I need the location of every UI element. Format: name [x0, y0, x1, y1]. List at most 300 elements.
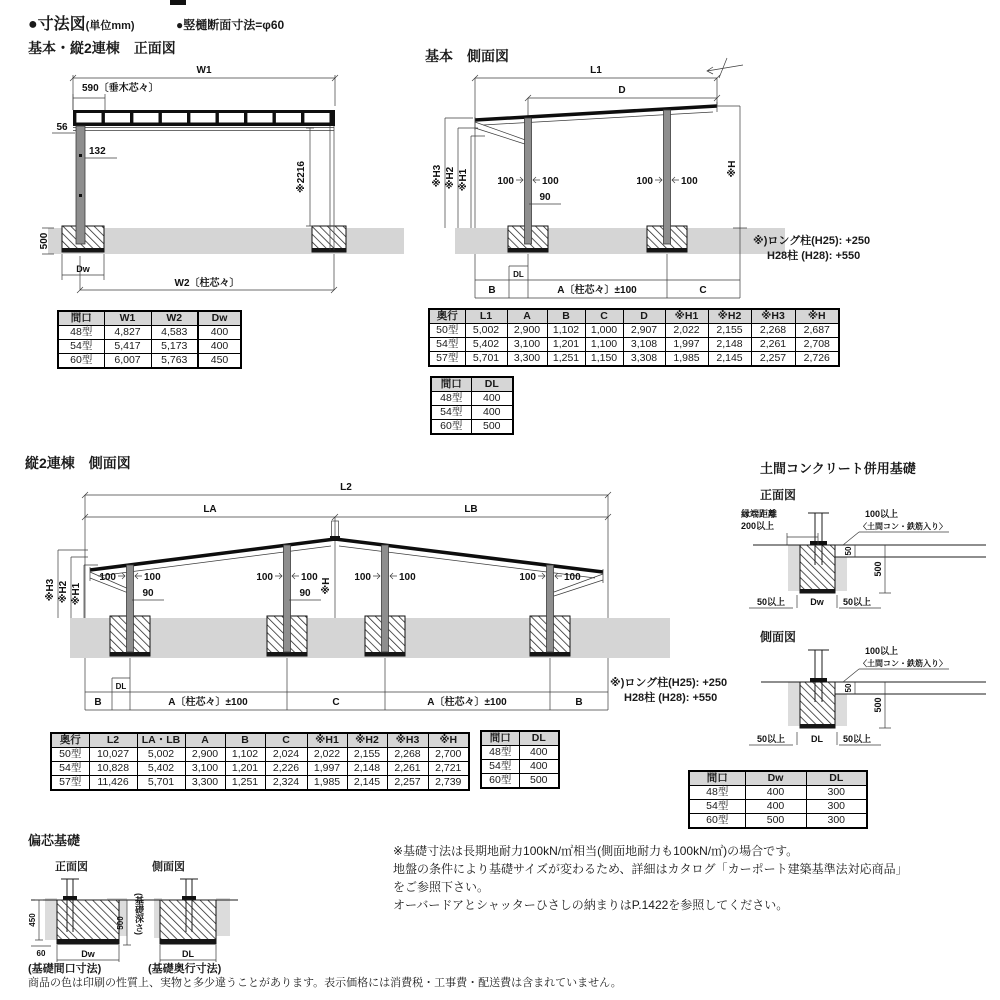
table-cell: 2,022: [665, 324, 708, 338]
table-cell: 400: [519, 746, 559, 760]
side-view-title: 基本 側面図: [425, 48, 509, 64]
h-label: ※H: [727, 160, 738, 178]
rafter-pitch-dimension: [73, 81, 159, 110]
table-header-row: [51, 733, 469, 748]
table-depth-dimensions-dual: [50, 732, 470, 791]
table-cell: 3,300: [185, 776, 225, 791]
l1-label: L1: [590, 65, 602, 76]
foundation: [160, 900, 216, 944]
table-row: [481, 760, 559, 774]
column-header: DL: [806, 771, 867, 786]
a-label: A〔柱芯々〕±100: [557, 285, 637, 296]
table-cell: 10,828: [89, 762, 137, 776]
slab-thickness-dimension: [844, 545, 855, 557]
column-header: Dw: [745, 771, 806, 786]
long-column-note-line1: ※)ロング柱(H25): +250: [610, 677, 728, 689]
table-cell: 5,417: [104, 340, 151, 354]
column-header: A: [185, 733, 225, 748]
table-cell: 500: [471, 420, 513, 435]
dim-90-column-2: [289, 588, 321, 600]
column-3: [382, 545, 389, 652]
downpipe-note: ●竪樋断面寸法=φ60: [176, 18, 285, 32]
column-bolt: [79, 194, 82, 197]
h1-label: ※H1: [458, 168, 469, 192]
ground: [455, 228, 785, 254]
dim-100-label: 100: [301, 572, 318, 583]
table-row: [689, 800, 867, 814]
dim-90-label: 90: [299, 588, 311, 599]
table-cell: 2,700: [428, 748, 469, 762]
table-cell: 48型: [58, 326, 104, 340]
table-cell: 1,102: [225, 748, 265, 762]
lb-label: LB: [464, 504, 478, 515]
h-dimension: [717, 106, 747, 228]
table-row: [429, 324, 839, 338]
foundation-notes: [393, 842, 908, 914]
table-foundation-dw-dl: [688, 770, 868, 829]
column-4: [547, 565, 554, 652]
dual-view-title: 縦2連棟 側面図: [25, 455, 131, 471]
long-column-note-line2: H28柱 (H28): +550: [767, 250, 861, 262]
table-cell: 400: [471, 406, 513, 420]
h2-label: ※H2: [58, 580, 69, 604]
long-column-note-2: [610, 676, 727, 706]
edge-distance-min-label: 200以上: [741, 521, 775, 531]
table-cell: 5,173: [151, 340, 198, 354]
table-cell: 500: [745, 814, 806, 829]
column-header: ※H3: [751, 309, 795, 324]
gable-roof: [90, 521, 603, 596]
slab-spec-label: [843, 508, 949, 545]
dim-450: [28, 900, 43, 940]
edge-distance-dimension: [741, 508, 818, 545]
table-cell: 5,002: [465, 324, 507, 338]
table-cell: 2,145: [708, 352, 751, 367]
dw-label: Dw: [810, 597, 824, 607]
table-cell: 450: [198, 354, 241, 369]
table-cell: 5,701: [465, 352, 507, 367]
table-cell: 2,268: [751, 324, 795, 338]
table-cell: 5,701: [137, 776, 185, 791]
table-cell: 2,145: [347, 776, 387, 791]
table-cell: 57型: [51, 776, 89, 791]
doma-side-label: 側面図: [760, 630, 797, 644]
dim-100-label: 100: [256, 572, 273, 583]
table-cell: 2,726: [795, 352, 839, 367]
edge-distance-label: 縁端距離: [741, 509, 778, 519]
table-cell: 5,402: [465, 338, 507, 352]
front-column: [525, 118, 532, 244]
table-cell: 60型: [481, 774, 519, 789]
table-cell: 54型: [58, 340, 104, 354]
slope-symbol: [707, 58, 743, 78]
soil-margin: [835, 694, 847, 726]
h2-label: ※H2: [445, 166, 456, 190]
henshin-side-label: 側面図: [152, 861, 185, 873]
page-title-text: ●寸法図: [28, 16, 86, 33]
table-cell: 1,102: [547, 324, 585, 338]
note-line: オーバードアとシャッターひさしの納まりはP.1422を参照してください。: [393, 898, 789, 912]
table-cell: 2,257: [387, 776, 428, 791]
page-footer: 商品の色は印刷の性質上、実物と多少違うことがあります。表示価格には消費税・工事費・配送費は含まれていません。: [28, 977, 622, 989]
table-cell: 57型: [429, 352, 465, 367]
h-label: ※H: [321, 577, 332, 595]
column-header: ※H: [795, 309, 839, 324]
table-header-row: [689, 771, 867, 786]
column-width-dimension: [85, 146, 117, 158]
dim-132-label: 132: [89, 146, 106, 157]
soil-margin: [216, 898, 230, 936]
dim-100-label: 100: [681, 176, 698, 187]
c-label: C: [699, 285, 707, 296]
long-column-note-line2: H28柱 (H28): +550: [624, 692, 718, 704]
note-line: をご参照下さい。: [393, 880, 490, 894]
table-cell: 500: [519, 774, 559, 789]
dw-label: Dw: [81, 949, 95, 959]
table-row: [51, 748, 469, 762]
w2-label: W2〔柱芯々〕: [174, 278, 240, 289]
table-cell: 400: [198, 340, 241, 354]
min-50-label: 50以上: [842, 597, 872, 607]
doma-front-label: 正面図: [760, 488, 797, 502]
table-cell: 2,687: [795, 324, 839, 338]
dl-label: DL: [182, 949, 194, 959]
front-view-diagram: [38, 54, 418, 307]
table-cell: 2,155: [708, 324, 751, 338]
h1-dimension: [457, 136, 485, 228]
table-cell: 400: [471, 392, 513, 406]
table-cell: 2,907: [623, 324, 665, 338]
table-row: [58, 326, 241, 340]
table-header-row: [481, 731, 559, 746]
table-header-row: [431, 377, 513, 392]
h-dimension: [320, 541, 335, 618]
unit-label: (単位mm): [85, 20, 135, 32]
table-row: [51, 762, 469, 776]
column-2: [284, 545, 291, 652]
column-header: ※H: [428, 733, 469, 748]
rear-column: [664, 110, 671, 244]
table-cell: 2,900: [185, 748, 225, 762]
table-depth-dimensions-basic: [428, 308, 840, 367]
table-cell: 1,201: [547, 338, 585, 352]
note-line: ※基礎寸法は長期地耐力100kN/㎡相当(側面地耐力も100kN/㎡)の場合です。: [393, 844, 799, 858]
column-header: C: [585, 309, 623, 324]
beam-height-dimension: [52, 122, 75, 133]
table-row: [429, 338, 839, 352]
roof-beam: [73, 110, 335, 131]
table-cell: 6,007: [104, 354, 151, 369]
min-50-label: 50以上: [842, 734, 872, 744]
column-header: B: [225, 733, 265, 748]
dim-100-label: 100: [354, 572, 371, 583]
h1-dimension: [70, 565, 98, 618]
dim-60-label: 60: [36, 949, 46, 958]
table-cell: 54型: [51, 762, 89, 776]
table-cell: 48型: [689, 786, 745, 800]
dim-100-label: 100: [144, 572, 161, 583]
table-cell: 1,251: [225, 776, 265, 791]
column-header: 間口: [431, 377, 471, 392]
table-row: [431, 392, 513, 406]
w2-dimension: [77, 254, 337, 293]
roof: [475, 102, 717, 146]
table-frontage-dl-2: [480, 730, 560, 789]
table-row: [58, 354, 241, 369]
dual-view-diagram: [28, 464, 688, 744]
l2-dimension: [82, 482, 611, 710]
w1-label: W1: [196, 65, 212, 76]
h1-label: ※H1: [71, 582, 82, 606]
a-label: A〔柱芯々〕±100: [168, 697, 248, 708]
bottom-dimensions: [749, 732, 881, 745]
column-header: ※H1: [307, 733, 347, 748]
dim-2216-label: ※2216: [296, 161, 307, 193]
dim-100-label: 100: [564, 572, 581, 583]
table-cell: 4,827: [104, 326, 151, 340]
table-cell: 50型: [51, 748, 89, 762]
a-label: A〔柱芯々〕±100: [427, 697, 507, 708]
dl-label: DL: [513, 270, 524, 279]
henshin-front-label: 正面図: [55, 861, 88, 873]
table-cell: 2,226: [265, 762, 307, 776]
column-header: Dw: [198, 311, 241, 326]
front-view-title: 基本・縦2連棟 正面図: [28, 40, 176, 56]
column-header: ※H2: [708, 309, 751, 324]
doma-side-diagram: [733, 642, 995, 759]
table-cell: 2,257: [751, 352, 795, 367]
foundation-depth-dimension: [873, 545, 891, 593]
table-cell: 3,308: [623, 352, 665, 367]
column-1: [127, 565, 134, 652]
dim-100-label: 100: [99, 572, 116, 583]
table-cell: 400: [519, 760, 559, 774]
table-cell: 400: [745, 800, 806, 814]
table-cell: 1,201: [225, 762, 265, 776]
dw-dimension: [62, 254, 104, 280]
column-header: D: [623, 309, 665, 324]
column-header: 間口: [689, 771, 745, 786]
la-label: LA: [203, 504, 217, 515]
table-cell: 2,268: [387, 748, 428, 762]
column-header: ※H1: [665, 309, 708, 324]
table-cell: 4,583: [151, 326, 198, 340]
dim-60: [31, 946, 51, 958]
right-foundation: [312, 226, 346, 252]
henshin-front-caption: (基礎間口寸法): [28, 963, 102, 975]
table-cell: 300: [806, 800, 867, 814]
ground-slab-lines: [753, 545, 986, 557]
dim-500-label: 500: [116, 916, 125, 930]
d-label: D: [618, 85, 626, 96]
dim-500-label: 500: [873, 561, 883, 577]
table-cell: 1,000: [585, 324, 623, 338]
table-cell: 48型: [431, 392, 471, 406]
column-header: DL: [519, 731, 559, 746]
eave-bracket: [475, 117, 531, 146]
table-cell: 400: [198, 326, 241, 340]
table-cell: 5,763: [151, 354, 198, 369]
column-header: W1: [104, 311, 151, 326]
clearance-dimension: [295, 128, 314, 226]
foundation-depth-label: (基礎深さ): [134, 893, 144, 935]
c-label: C: [332, 697, 340, 708]
soil-margin: [45, 898, 57, 940]
dim-450-label: 450: [28, 913, 37, 927]
doma-front-diagram: [733, 503, 995, 630]
table-cell: 50型: [429, 324, 465, 338]
h3-label: ※H3: [432, 164, 443, 188]
foundation-depth-dimension: [873, 682, 891, 728]
dim-50-label: 50: [844, 683, 853, 693]
dim-100-label: 100: [519, 572, 536, 583]
table-cell: 2,900: [507, 324, 547, 338]
l2-label: L2: [340, 482, 352, 493]
table-header-row: [58, 311, 241, 326]
slab-spec-label: [843, 645, 949, 682]
henshin-side-caption: (基礎奥行寸法): [148, 963, 222, 975]
table-row: [689, 786, 867, 800]
table-row: [689, 814, 867, 829]
table-row: [481, 746, 559, 760]
table-cell: 5,402: [137, 762, 185, 776]
min-50-label: 50以上: [756, 597, 786, 607]
table-cell: 2,148: [347, 762, 387, 776]
dim-90-column-1: [132, 588, 164, 600]
table-cell: 3,100: [185, 762, 225, 776]
long-column-note: [753, 234, 870, 264]
min-50-label: 50以上: [756, 734, 786, 744]
bottom-dimensions: [85, 658, 608, 710]
la-lb-dimensions: [82, 504, 611, 539]
table-row: [431, 420, 513, 435]
soil-margin: [835, 557, 847, 591]
column-header: DL: [471, 377, 513, 392]
table-cell: 2,022: [307, 748, 347, 762]
doma-title: 土間コンクリート併用基礎: [760, 461, 916, 476]
column-header: 奥行: [51, 733, 89, 748]
table-cell: 2,324: [265, 776, 307, 791]
table-row: [51, 776, 469, 791]
table-width-dimensions: [57, 310, 242, 369]
column-header: L1: [465, 309, 507, 324]
crop-artifact: [170, 0, 186, 5]
column-header: W2: [151, 311, 198, 326]
table-row: [481, 774, 559, 789]
column-header: LA・LB: [137, 733, 185, 748]
table-row: [429, 352, 839, 367]
foundation: [800, 545, 835, 593]
table-row: [58, 340, 241, 354]
dw-label: Dw: [76, 264, 90, 274]
left-column: [76, 126, 85, 244]
table-cell: 3,100: [507, 338, 547, 352]
table-cell: 3,300: [507, 352, 547, 367]
table-cell: 300: [806, 814, 867, 829]
rafter-pitch-label: 590〔垂木芯々〕: [82, 83, 159, 94]
table-cell: 54型: [429, 338, 465, 352]
table-cell: 1,251: [547, 352, 585, 367]
ridge-joint: [330, 536, 340, 541]
henshin-title: 偏芯基礎: [28, 833, 81, 848]
side-view-diagram: [425, 54, 825, 309]
table-cell: 1,985: [665, 352, 708, 367]
table-cell: 48型: [481, 746, 519, 760]
table-frontage-dl: [430, 376, 514, 435]
dl-label: DL: [115, 682, 127, 691]
column-header: 奥行: [429, 309, 465, 324]
dl-label: DL: [811, 734, 823, 744]
column-header: 間口: [481, 731, 519, 746]
foundation: [800, 682, 835, 728]
foundation: [57, 900, 119, 944]
slab-min-label: 100以上: [865, 509, 899, 519]
bottom-dimensions: [749, 595, 881, 608]
table-cell: 5,002: [137, 748, 185, 762]
long-column-note-line1: ※)ロング柱(H25): +250: [753, 235, 871, 247]
dim-90-label: 90: [539, 192, 551, 203]
dim-100-label: 100: [542, 176, 559, 187]
slab-rebar-label: 〈土間コン・鉄筋入り〉: [859, 659, 947, 668]
column-header: A: [507, 309, 547, 324]
table-cell: 2,708: [795, 338, 839, 352]
dim-90: [529, 192, 561, 204]
table-row: [431, 406, 513, 420]
table-cell: 1,100: [585, 338, 623, 352]
table-cell: 54型: [431, 406, 471, 420]
slab-rebar-label: 〈土間コン・鉄筋入り〉: [859, 522, 947, 531]
table-cell: 300: [806, 786, 867, 800]
dim-100-label: 100: [636, 176, 653, 187]
table-cell: 60型: [689, 814, 745, 829]
soil-margin: [788, 682, 800, 726]
table-cell: 60型: [431, 420, 471, 435]
table-cell: 1,997: [665, 338, 708, 352]
note-line: 地盤の条件により基礎サイズが変わるため、詳細はカタログ「カーポート建築基準法対応商品」: [393, 862, 908, 876]
table-cell: 2,261: [751, 338, 795, 352]
table-cell: 400: [745, 786, 806, 800]
table-cell: 1,150: [585, 352, 623, 367]
dim-50-label: 50: [844, 546, 853, 556]
table-cell: 60型: [58, 354, 104, 369]
column-header: 間口: [58, 311, 104, 326]
dim-500-label: 500: [873, 697, 883, 713]
column-header: C: [265, 733, 307, 748]
dim-56-label: 56: [56, 122, 68, 133]
soil-margin: [788, 545, 800, 591]
table-cell: 3,108: [623, 338, 665, 352]
table-header-row: [429, 309, 839, 324]
dim-100-label: 100: [399, 572, 416, 583]
column-bolt: [79, 154, 82, 157]
slab-thickness-dimension: [844, 682, 855, 694]
page-title: [28, 11, 135, 34]
table-cell: 2,024: [265, 748, 307, 762]
table-cell: 2,261: [387, 762, 428, 776]
column-header: L2: [89, 733, 137, 748]
slab-min-label: 100以上: [865, 646, 899, 656]
table-cell: 1,997: [307, 762, 347, 776]
table-cell: 54型: [481, 760, 519, 774]
b-label: B: [488, 285, 496, 296]
table-cell: 2,148: [708, 338, 751, 352]
dim-90-label: 90: [142, 588, 154, 599]
table-cell: 2,155: [347, 748, 387, 762]
table-cell: 54型: [689, 800, 745, 814]
table-cell: 2,721: [428, 762, 469, 776]
b-label: B: [94, 697, 102, 708]
table-cell: 10,027: [89, 748, 137, 762]
